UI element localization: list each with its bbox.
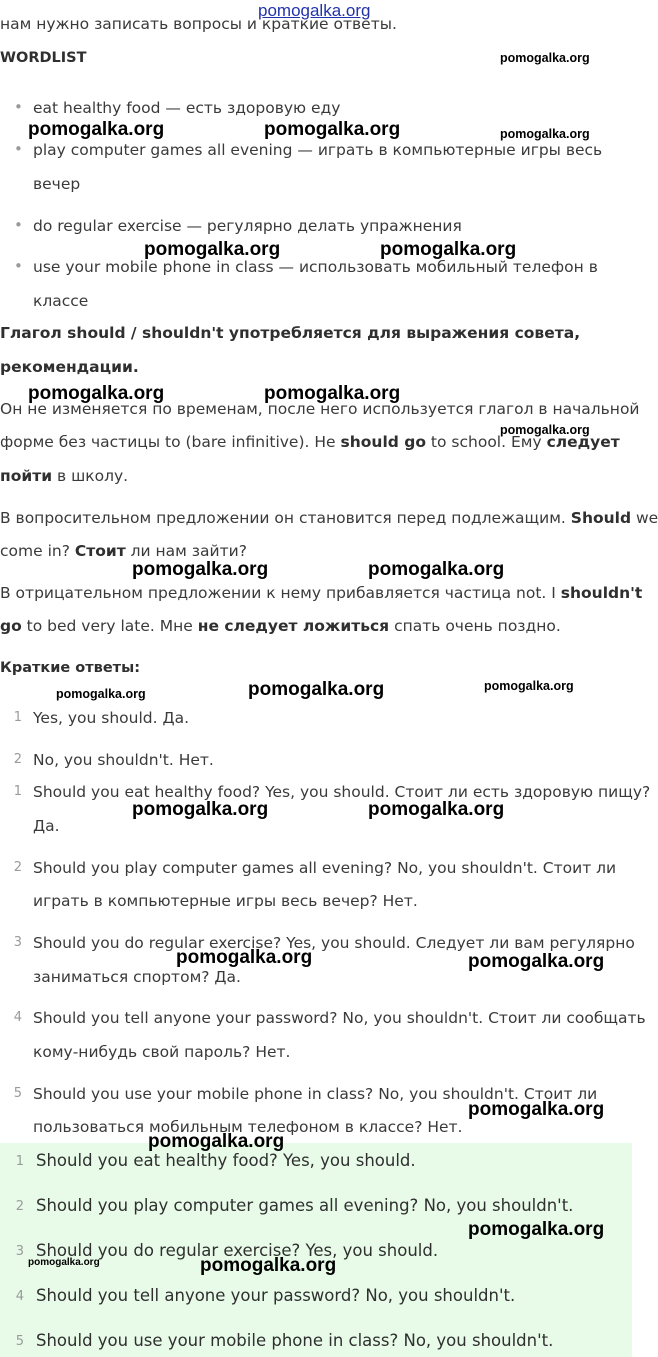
bold-span: go [0, 617, 22, 635]
list-item: Should you eat healthy food? Yes, you should. Стоит ли есть здоровую пищу? [33, 783, 651, 801]
watermark: pomogalka.org [176, 947, 313, 968]
watermark: pomogalka.org [148, 1131, 285, 1152]
watermark: pomogalka.org [368, 559, 505, 580]
wordlist-item: play computer games all evening — играть в компьютерные игры весь [33, 141, 603, 159]
list-item-cont: заниматься спортом? Да. [33, 968, 241, 986]
watermark: pomogalka.org [28, 383, 165, 404]
list-number: 2 [13, 860, 22, 875]
bold-span: пойти [0, 467, 53, 485]
answer-item: Should you play computer games all evening? No, you shouldn't. [36, 1196, 574, 1215]
list-number: 1 [13, 784, 22, 799]
paragraph-text [0, 541, 247, 561]
paragraph-text [0, 616, 561, 636]
text-span: come in? [0, 542, 75, 560]
watermark: pomogalka.org [468, 1219, 605, 1240]
watermark: pomogalka.org [28, 119, 165, 140]
text-span: we [631, 509, 658, 527]
list-number: 2 [13, 752, 22, 767]
list-number: 5 [15, 1334, 24, 1349]
list-number: 2 [15, 1199, 24, 1214]
watermark: pomogalka.org [200, 1255, 337, 1276]
watermark: pomogalka.org [132, 559, 269, 580]
answer-item: Should you eat healthy food? Yes, you should. [36, 1151, 416, 1170]
bullet-icon: • [14, 257, 23, 275]
list-item: Should you do regular exercise? Yes, you should. Следует ли вам регулярно [33, 934, 635, 952]
short-answers-title: Краткие ответы: [0, 660, 140, 676]
rule-line: рекомендации. [0, 358, 139, 376]
answer-item: Should you do regular exercise? Yes, you should. [36, 1241, 439, 1260]
header-cut-text: нам нужно записать вопросы и краткие ответы. [0, 15, 397, 33]
list-item: Yes, you should. Да. [33, 709, 190, 727]
list-number: 3 [13, 935, 22, 950]
text-span: ли нам зайти? [125, 542, 247, 560]
rule-line: Глагол should / shouldn't употребляется для выражения совета, [0, 324, 581, 342]
list-item: Should you tell anyone your password? No, you shouldn't. Стоит ли сообщать [33, 1009, 646, 1027]
watermark: pomogalka.org [500, 51, 590, 65]
watermark: pomogalka.org [264, 383, 401, 404]
bullet-icon: • [14, 140, 23, 158]
list-item: Should you play computer games all evening? No, you shouldn't. Стоит ли [33, 859, 617, 877]
list-number: 1 [13, 710, 22, 725]
watermark: pomogalka.org [248, 679, 385, 700]
watermark-link[interactable]: pomogalka.org [258, 1, 371, 20]
text-span: спать очень поздно. [389, 617, 561, 635]
bold-span: should go [340, 433, 426, 451]
watermark: pomogalka.org [28, 1257, 100, 1268]
answer-item: Should you tell anyone your password? No, you shouldn't. [36, 1286, 516, 1305]
answer-item: Should you use your mobile phone in class? No, you shouldn't. [36, 1331, 554, 1350]
paragraph-text [0, 583, 642, 603]
watermark: pomogalka.org [484, 679, 574, 693]
paragraph-text: Он не изменяется по временам, после него используется глагол в начальной [0, 400, 640, 418]
list-item: Should you use your mobile phone in class? No, you shouldn't. Стоит ли [33, 1085, 598, 1103]
list-item-cont: кому-нибудь свой пароль? Нет. [33, 1043, 291, 1061]
text-span: to school. Ему [426, 433, 547, 451]
list-item-cont: играть в компьютерные игры весь вечер? Нет. [33, 892, 418, 910]
watermark: pomogalka.org [468, 951, 605, 972]
bold-span: не следует ложиться [197, 617, 390, 635]
watermark: pomogalka.org [500, 127, 590, 141]
text-span: В вопросительном предложении он становится перед подлежащим. [0, 509, 571, 527]
bold-span: следует [546, 433, 620, 451]
text-span: В отрицательном предложении к нему прибавляется частица not. I [0, 584, 561, 602]
list-item-cont: пользоваться мобильным телефоном в классе? Нет. [33, 1118, 463, 1136]
wordlist-item: do regular exercise — регулярно делать упражнения [33, 217, 462, 235]
text-span: форме без частицы to (bare infinitive). Не [0, 433, 341, 451]
watermark: pomogalka.org [56, 687, 146, 701]
wordlist-item-cont: классе [33, 292, 89, 310]
list-item: No, you shouldn't. Нет. [33, 751, 214, 769]
text-span: в школу. [52, 467, 129, 485]
bullet-icon: • [14, 98, 23, 116]
list-number: 4 [13, 1010, 22, 1025]
bullet-icon: • [14, 216, 23, 234]
watermark: pomogalka.org [264, 119, 401, 140]
watermark: pomogalka.org [468, 1099, 605, 1120]
list-item-cont: Да. [33, 817, 60, 835]
bold-span: Should [570, 509, 632, 527]
list-number: 3 [15, 1244, 24, 1259]
text-span: to bed very late. Мне [21, 617, 198, 635]
watermark: pomogalka.org [368, 799, 505, 820]
watermark: pomogalka.org [500, 423, 590, 437]
bold-span: Стоит [74, 542, 126, 560]
list-number: 5 [13, 1086, 22, 1101]
list-number: 4 [15, 1289, 24, 1304]
paragraph-text [0, 466, 128, 486]
list-number: 1 [15, 1154, 24, 1169]
wordlist-item-cont: вечер [33, 175, 81, 193]
wordlist-item: use your mobile phone in class — использовать мобильный телефон в [33, 258, 598, 276]
bold-span: shouldn't [560, 584, 643, 602]
paragraph-text [0, 508, 658, 528]
wordlist-title: WORDLIST [0, 50, 87, 66]
watermark: pomogalka.org [132, 799, 269, 820]
wordlist-item: eat healthy food — есть здоровую еду [33, 99, 341, 117]
watermark: pomogalka.org [380, 239, 517, 260]
watermark: pomogalka.org [144, 239, 281, 260]
